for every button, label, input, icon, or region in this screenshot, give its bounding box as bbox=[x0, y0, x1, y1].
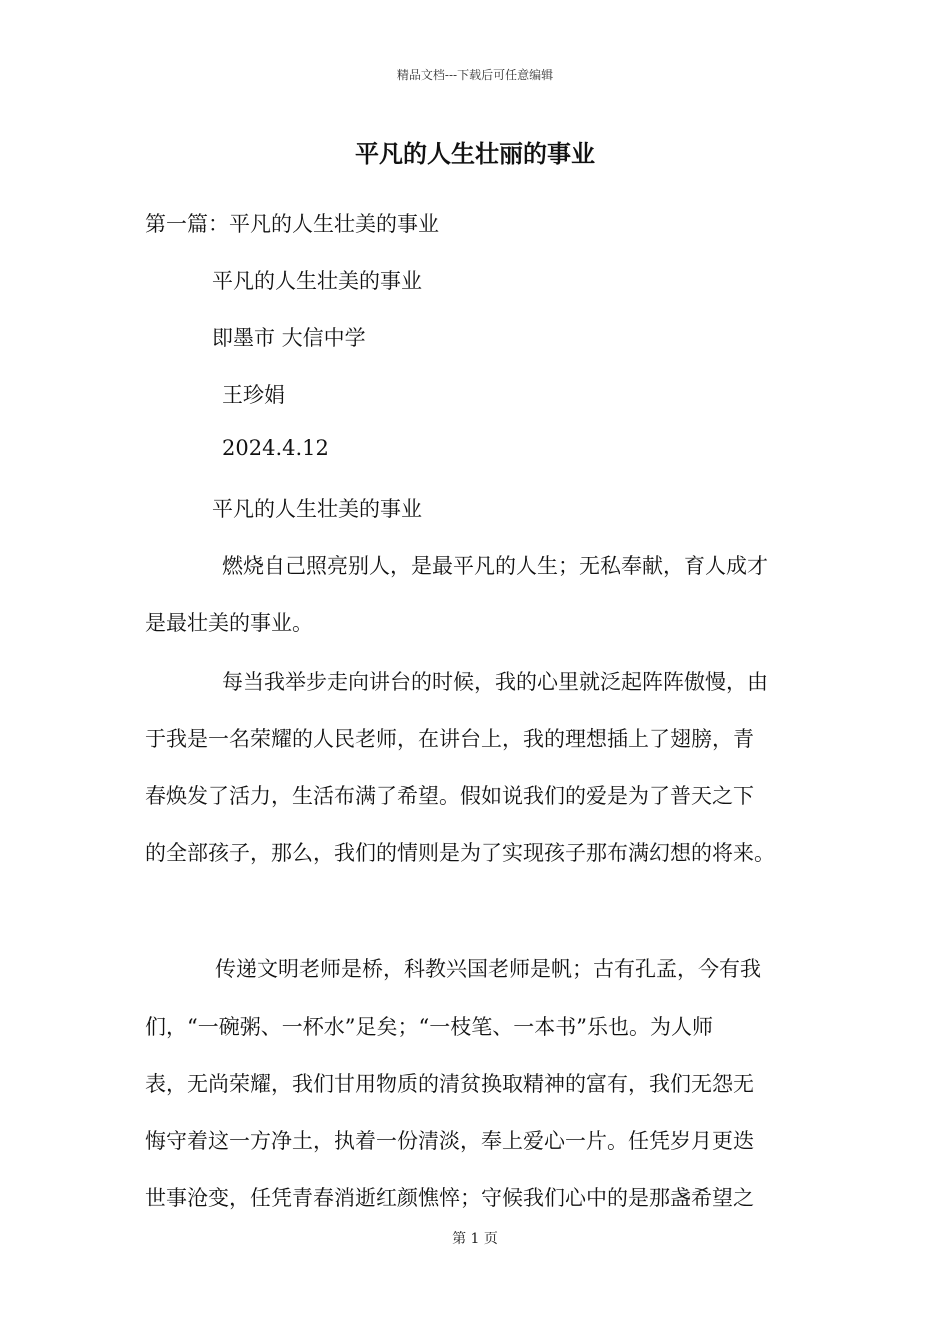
page-footer: 第 1 页 bbox=[452, 1231, 498, 1247]
paragraph-line: 们，“一碗粥、一杯水”足矣；“一枝笔、一本书”乐也。为人师 bbox=[145, 1015, 713, 1039]
article-title-repeat: 平凡的人生壮美的事业 bbox=[212, 497, 422, 521]
article-date: 2024.4.12 bbox=[222, 436, 329, 460]
paragraph-line: 燃烧自己照亮别人，是最平凡的人生；无私奉献，育人成才 bbox=[222, 554, 768, 578]
paragraph-line: 于我是一名荣耀的人民老师，在讲台上，我的理想插上了翅膀，青 bbox=[145, 727, 754, 751]
document-title: 平凡的人生壮丽的事业 bbox=[355, 139, 595, 168]
section-heading: 第一篇：平凡的人生壮美的事业 bbox=[145, 212, 439, 236]
paragraph-line: 世事沧变，任凭青春消逝红颜憔悴；守候我们心中的是那盏希望之 bbox=[145, 1186, 754, 1210]
author-name: 王珍娟 bbox=[222, 383, 285, 407]
paragraph-line: 悔守着这一方净土，执着一份清淡，奉上爱心一片。任凭岁月更迭 bbox=[145, 1129, 754, 1153]
paragraph-line: 表，无尚荣耀，我们甘用物质的清贫换取精神的富有，我们无怨无 bbox=[145, 1072, 754, 1096]
school-name: 即墨市 大信中学 bbox=[212, 326, 366, 350]
page-header: 精品文档---下载后可任意编辑 bbox=[396, 68, 554, 82]
paragraph-line: 的全部孩子，那么，我们的情则是为了实现孩子那布满幻想的将来。 bbox=[145, 841, 775, 865]
paragraph-line: 每当我举步走向讲台的时候，我的心里就泛起阵阵傲慢，由 bbox=[222, 670, 768, 694]
paragraph-line: 春焕发了活力，生活布满了希望。假如说我们的爱是为了普天之下 bbox=[145, 784, 754, 808]
article-title: 平凡的人生壮美的事业 bbox=[212, 269, 422, 293]
paragraph-line: 传递文明老师是桥，科教兴国老师是帆；古有孔孟，今有我 bbox=[215, 957, 761, 981]
paragraph-line: 是最壮美的事业。 bbox=[145, 611, 313, 635]
